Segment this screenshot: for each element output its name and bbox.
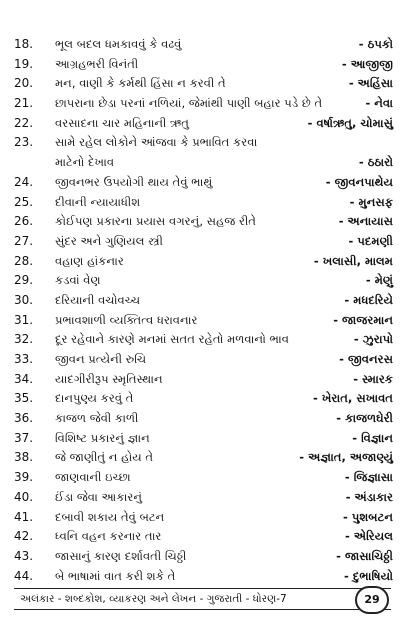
- item-description: બે ભાષામાં વાત કરી શકે તે: [55, 568, 176, 583]
- item-number: 18.: [14, 37, 34, 51]
- list-item: [14, 74, 393, 94]
- item-word: - ઝુરાપો: [353, 332, 393, 347]
- word-list: [14, 35, 393, 586]
- item-number: 42.: [14, 529, 34, 544]
- item-number: 20.: [14, 76, 34, 91]
- item-number: 21.: [14, 96, 34, 111]
- list-item: [14, 429, 393, 449]
- item-description: મન, વાણી કે કર્મથી હિંસા ન કરવી તે: [55, 76, 226, 91]
- page-number-badge: 29: [355, 586, 389, 614]
- item-number: 22.: [14, 115, 34, 130]
- item-word: - પુશબટન: [342, 509, 393, 524]
- list-item: [14, 35, 393, 55]
- list-item: [14, 468, 393, 488]
- page-footer: [14, 588, 391, 610]
- item-number: 32.: [14, 332, 34, 347]
- item-description-continued: માટેનો દેખાવ: [55, 155, 115, 170]
- item-word: - દુભાષિયો: [344, 568, 393, 583]
- list-item: [14, 448, 393, 468]
- item-description: જે જાણીતું ન હોય તે: [55, 450, 154, 465]
- item-word: - ઠઠારો: [358, 155, 393, 170]
- item-description: કડવાં વેણ: [55, 273, 101, 288]
- list-item: [14, 527, 393, 547]
- item-word: - જીવનપાથેય: [325, 174, 393, 189]
- item-description: દીવાની ન્યાયાધીશ: [55, 194, 141, 209]
- item-description: જાસાનું કારણ દર્શાવતી ચિઠ્ઠી: [55, 548, 187, 563]
- item-word: - જાસાચિઠ્ઠી: [336, 548, 393, 563]
- item-number: 33.: [14, 352, 34, 367]
- item-description: છાપરાના છેડા પરનાં નળિયાં, જેમાંથી પાણી બહાર પડે છે તે: [55, 96, 323, 111]
- item-description: જાણવાની ઇચ્છા: [55, 470, 131, 485]
- item-word: - પદમણી: [348, 233, 393, 248]
- item-number: 41.: [14, 509, 34, 524]
- item-number: 31.: [14, 312, 34, 327]
- item-word: - મેણું: [365, 273, 393, 288]
- item-number: 29.: [14, 273, 34, 288]
- item-number: 35.: [14, 391, 34, 406]
- item-number: 39.: [14, 470, 34, 485]
- list-item: [14, 311, 393, 331]
- item-description: વહાણ હાંકનાર: [55, 253, 124, 268]
- item-description: જીવન પ્રત્યેની રુચિ: [55, 352, 147, 367]
- list-item: [14, 212, 393, 232]
- list-item: [14, 173, 393, 193]
- item-number: 30.: [14, 292, 34, 307]
- item-number: 43.: [14, 548, 34, 563]
- item-word: - જાજરમાન: [333, 312, 393, 327]
- item-description: દબાવી શકાય તેવું બટન: [55, 509, 165, 524]
- item-description: કાજળ જેવી કાળી: [55, 411, 139, 426]
- item-word: - અનાયાસ: [338, 214, 393, 229]
- item-word: - નેવા: [365, 96, 393, 111]
- item-word: - ઠપકો: [358, 37, 393, 51]
- item-description: વિશિષ્ટ પ્રકારનું જ્ઞાન: [55, 430, 150, 445]
- item-number: 36.: [14, 411, 34, 426]
- item-word: - ખેરાત, સખાવત: [312, 391, 393, 406]
- item-description: વરસાદના ચાર મહિનાની ઋતુ: [55, 115, 189, 130]
- item-description: ધ્વનિ વહન કરનાર તાર: [55, 529, 162, 544]
- item-description: આગ્રહભરી વિનંતી: [55, 56, 139, 71]
- item-word: - એરિયલ: [345, 529, 393, 544]
- item-word: - અહિંસા: [348, 76, 393, 91]
- list-item: [14, 330, 393, 350]
- item-word: - મધદરિયે: [344, 292, 393, 307]
- item-description: ઈંડા જેવા આકારનું: [55, 489, 142, 504]
- list-item: [14, 252, 393, 272]
- list-item: [14, 291, 393, 311]
- footer-book-title: અલંકાર - શબ્દકોશ, વ્યાકરણ અને લેખન - ગુજરાતી - ધોરણ-7: [20, 593, 287, 605]
- list-item: [14, 409, 393, 429]
- list-item: [14, 350, 393, 370]
- item-description: પ્રભાવશાળી વ્યક્તિત્વ ધરાવનાર: [55, 312, 198, 327]
- item-number: 37.: [14, 430, 34, 445]
- item-word: - સ્મારક: [353, 371, 393, 386]
- item-number: 34.: [14, 371, 34, 386]
- item-word: - મુનસફ: [349, 194, 393, 209]
- item-number: 23.: [14, 135, 34, 150]
- item-word: - વર્ષાઋતુ, ચોમાસું: [307, 115, 393, 130]
- item-description: યાદગીરીરૂપ સ્મૃતિસ્થાન: [55, 371, 163, 386]
- item-number: 44.: [14, 568, 34, 583]
- item-description: ભૂલ બદલ ધમકાવવું કે વઢવું: [55, 37, 182, 51]
- item-word: - વિજ્ઞાન: [352, 430, 393, 445]
- item-word: - કાજળઘેરી: [336, 411, 393, 426]
- item-number: 40.: [14, 489, 34, 504]
- list-item: [14, 508, 393, 528]
- item-description: દાનપુણ્ય કરવું તે: [55, 391, 134, 406]
- item-description: દરિયાની વચોવચ્ચ: [55, 292, 141, 307]
- item-number: 27.: [14, 233, 34, 248]
- item-description: કોઈપણ પ્રકારના પ્રયાસ વગરનું, સહજ રીતે: [55, 214, 256, 229]
- list-item: [14, 114, 393, 134]
- item-word: - જિજ્ઞાસા: [344, 470, 393, 485]
- item-word: - અજ્ઞાત, અજાણ્યું: [299, 450, 393, 465]
- list-item: [14, 567, 393, 587]
- item-description: દૂર રહેવાને કારણે મનમાં સતત રહેતો મળવાનો ભાવ: [55, 332, 289, 347]
- list-item: [14, 133, 393, 172]
- list-item: [14, 193, 393, 213]
- item-number: 19.: [14, 56, 34, 71]
- item-word: - જીવનરસ: [339, 352, 393, 367]
- list-item: [14, 94, 393, 114]
- item-number: 25.: [14, 194, 34, 209]
- list-item: [14, 370, 393, 390]
- list-item: [14, 55, 393, 75]
- list-item: [14, 488, 393, 508]
- item-number: 26.: [14, 214, 34, 229]
- list-item: [14, 271, 393, 291]
- item-number: 28.: [14, 253, 34, 268]
- item-word: - ખલાસી, માલમ: [313, 253, 393, 268]
- item-number: 24.: [14, 174, 34, 189]
- list-item: [14, 389, 393, 409]
- item-description: સામે રહેલ લોકોને આંજવા કે પ્રભાવિત કરવા: [55, 135, 258, 150]
- item-word: - અંડાકાર: [345, 489, 393, 504]
- item-description: જીવનભર ઉપયોગી થાય તેવું ભાથું: [55, 174, 213, 189]
- list-item: [14, 547, 393, 567]
- item-word: - આજીજી: [341, 56, 393, 71]
- list-item: [14, 232, 393, 252]
- item-description: સુંદર અને ગુણિયલ સ્ત્રી: [55, 233, 163, 248]
- item-number: 38.: [14, 450, 34, 465]
